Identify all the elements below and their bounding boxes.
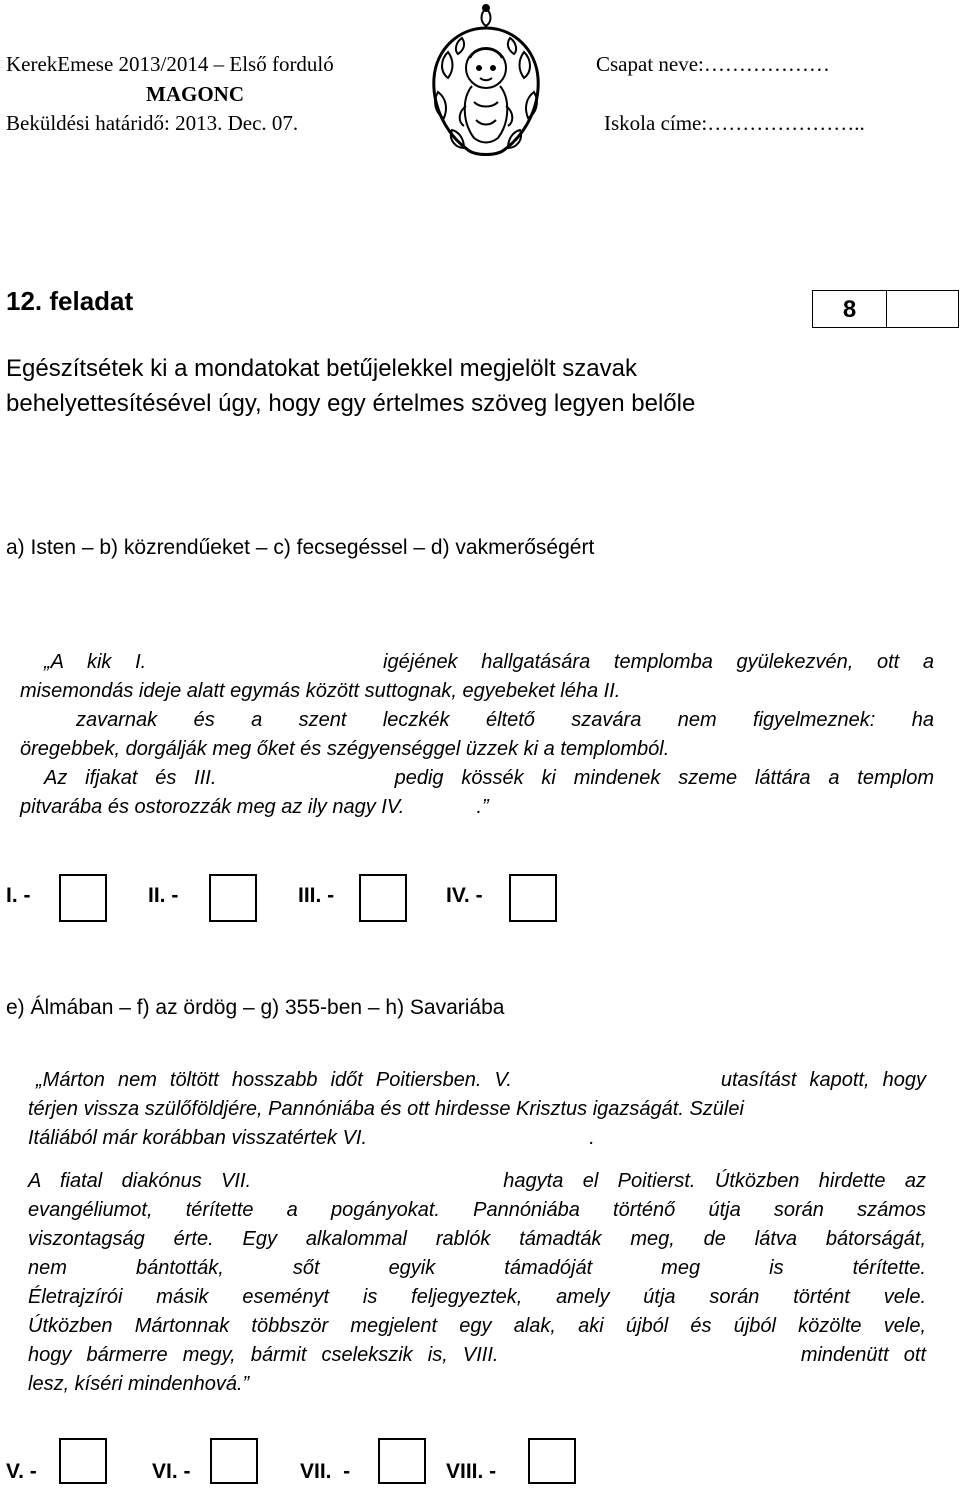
slot-label-3: III. -	[298, 884, 335, 907]
passage-2-line: Itáliából már korábban visszatértek VI. .	[28, 1127, 595, 1149]
passage-1-line: misemondás ideje alatt egymás között suttognak, egyebeket léha II.	[20, 680, 621, 702]
child-with-wreath-logo-icon	[418, 2, 554, 162]
slot-label-6: VI. -	[152, 1460, 191, 1483]
passage-2-line: viszontagság érte. Egy alkalommal rablók támadták meg, de látva bátorságát,	[28, 1228, 926, 1250]
task-title: 12. feladat	[6, 286, 134, 316]
passage-2-line: térjen vissza szülőföldjére, Pannóniába és ott hirdesse Krisztus igazságát. Szülei	[28, 1098, 744, 1120]
passage-2	[28, 1066, 926, 1399]
passage-1-line: zavarnak és a szent leczkék éltető szavára nem figyelmeznek: ha	[76, 709, 934, 731]
slot-label-2: II. -	[148, 884, 179, 907]
passage-1-line: Az ifjakat és III. pedig kössék ki mindenek szeme láttára a templom	[44, 767, 934, 789]
passage-1	[20, 648, 934, 822]
passage-2-line: A fiatal diakónus VII. hagyta el Poitierst. Útközben hirdette az	[28, 1170, 926, 1192]
header-competition: KerekEmese 2013/2014 – Első forduló	[6, 52, 334, 76]
points-divider	[886, 291, 887, 327]
passage-2-line: nem bántották, sőt egyik támadóját meg is térítette.	[28, 1257, 926, 1279]
answer-box-7[interactable]	[378, 1438, 426, 1484]
header-school-address: Iskola címe:…………………..	[604, 111, 865, 135]
instruction-line-2: behelyettesítésével úgy, hogy egy értelmes szöveg legyen belőle	[6, 390, 696, 417]
slot-label-5: V. -	[6, 1460, 37, 1483]
answer-box-5[interactable]	[59, 1438, 107, 1484]
word-bank-1: a) Isten – b) közrendűeket – c) fecsegéssel – d) vakmerőségért	[6, 536, 595, 559]
passage-2-line: hogy bármerre megy, bármit cselekszik is, VIII. mindenütt ott	[28, 1344, 926, 1366]
header-round-name: MAGONC	[146, 82, 244, 106]
passage-2-line: Életrajzírói másik eseményt is feljegyeztek, amely útja során történt vele.	[28, 1286, 926, 1308]
answer-box-3[interactable]	[359, 874, 407, 922]
slot-label-8: VIII. -	[446, 1460, 497, 1483]
points-value: 8	[842, 296, 857, 323]
passage-2-line: „Márton nem töltött hosszabb időt Poitiersben. V. utasítást kapott, hogy	[36, 1069, 926, 1091]
header-deadline: Beküldési határidő: 2013. Dec. 07.	[6, 111, 299, 135]
instruction-line-1: Egészítsétek ki a mondatokat betűjelekkel megjelölt szavak	[6, 355, 637, 382]
points-box	[812, 290, 959, 328]
passage-2-line: Útközben Mártonnak többször megjelent egy alak, aki újból és újból közölte vele,	[28, 1315, 926, 1337]
passage-1-line: „A kik I. igéjének hallgatására templomba gyülekezvén, ott a	[44, 651, 934, 673]
answer-box-1[interactable]	[59, 874, 107, 922]
passage-2-line: lesz, kíséri mindenhová.”	[28, 1373, 250, 1395]
answer-box-2[interactable]	[209, 874, 257, 922]
slot-label-4: IV. -	[446, 884, 483, 907]
passage-1-line: öregebbek, dorgálják meg őket és szégyenséggel üzzek ki a templomból.	[20, 738, 670, 760]
word-bank-2: e) Álmában – f) az ördög – g) 355-ben – h) Savariába	[6, 996, 505, 1019]
passage-1-line: pitvarába és ostorozzák meg az ily nagy IV. .”	[20, 796, 489, 818]
answer-box-6[interactable]	[210, 1438, 258, 1484]
passage-2-spacer	[28, 1153, 926, 1167]
header-team-name: Csapat neve:………………	[596, 52, 830, 76]
answer-box-8[interactable]	[528, 1438, 576, 1484]
slot-label-1: I. -	[6, 884, 31, 907]
passage-2-line: evangéliumot, térítette a pogányokat. Pannóniába történő útja során számos	[28, 1199, 926, 1221]
slot-label-7: VII. -	[300, 1460, 351, 1483]
answer-box-4[interactable]	[509, 874, 557, 922]
